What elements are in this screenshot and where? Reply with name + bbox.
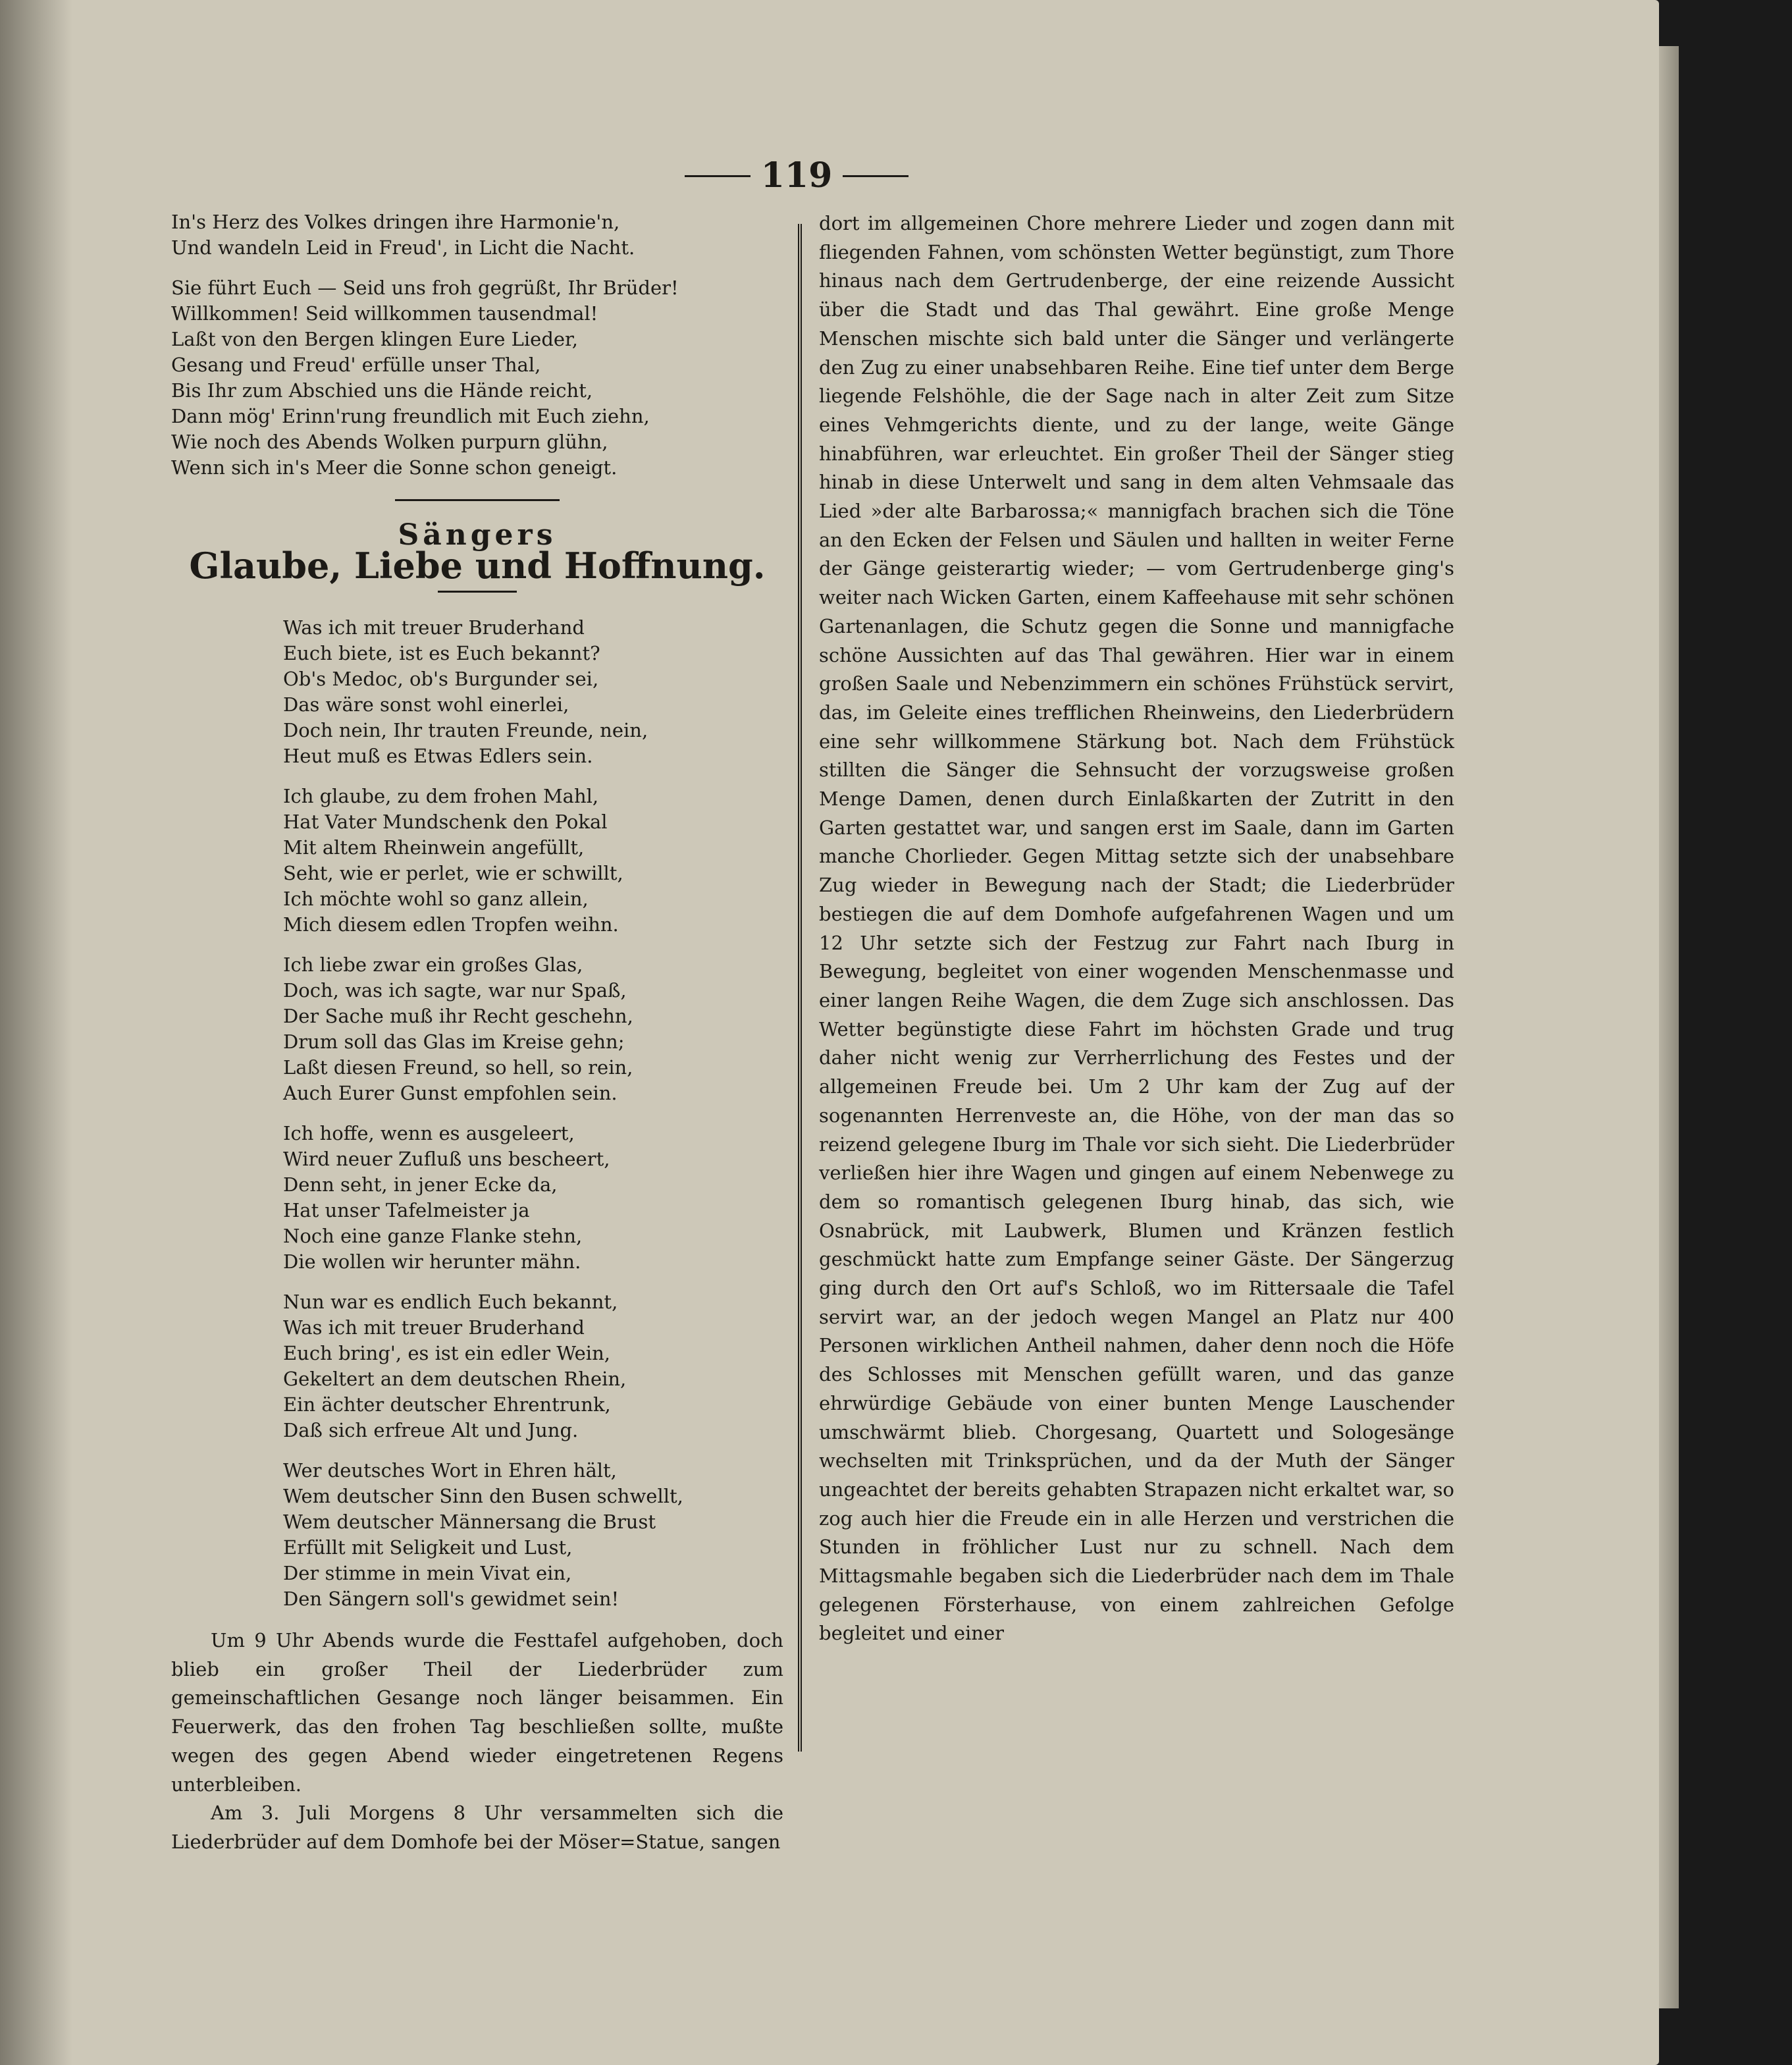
page-edge [1659, 46, 1679, 2008]
poem-line: Mit altem Rheinwein angefüllt, [283, 836, 585, 859]
poem-line: Drum soll das Glas im Kreise gehn; [283, 1031, 625, 1053]
poem-line: Willkommen! Seid willkommen tausendmal! [171, 302, 598, 325]
poem-line: Denn seht, in jener Ecke da, [283, 1173, 558, 1196]
poem-line: Was ich mit treuer Bruderhand [283, 616, 585, 639]
poem-line: Laßt diesen Freund, so hell, so rein, [283, 1056, 633, 1079]
poem-line: Doch, was ich sagte, war nur Spaß, [283, 979, 627, 1002]
page-header [678, 155, 915, 195]
prose-paragraph: Am 3. Juli Morgens 8 Uhr versammelten sich die Liederbrüder auf dem Domhofe bei der Möser=Statue, sangen [171, 1802, 783, 1853]
poem-line: Seht, wie er perlet, wie er schwillt, [283, 862, 623, 884]
poem-line: Ich hoffe, wenn es ausgeleert, [283, 1122, 575, 1144]
poem-line: Euch bring', es ist ein edler Wein, [283, 1342, 610, 1364]
poem-line: Nun war es endlich Euch bekannt, [283, 1291, 618, 1313]
poem-line: Das wäre sonst wohl einerlei, [283, 693, 569, 716]
poem-line: Hat unser Tafelmeister ja [283, 1199, 530, 1221]
left-column [171, 209, 783, 1857]
poem-line: Wie noch des Abends Wolken purpurn glühn, [171, 431, 608, 453]
left-prose [171, 1626, 783, 1857]
stanza [283, 784, 783, 938]
poem-line: Ob's Medoc, ob's Burgunder sei, [283, 668, 599, 690]
right-column: dort im allgemeinen Chore mehrere Lieder und zogen dann mit fliegenden Fahnen, vom schönsten Wetter begünstigt, zum Thore hinaus nach dem Gertrudenberge, der eine reizende Aussicht über die Stadt und das Thal gewährt. Eine große Menge Menschen mischte sich bald unter die Sänger und verlängerte den Zug zu einer unabsehbaren Reihe. Eine tief unter dem Berge liegende Felshöhle, die der Sage nach in alter Zeit zum Sitze eines Vehmgerichts diente, und zu der lange, weite Gänge hinabführen, war erleuchtet. Ein großer Theil der Sänger stieg hinab in diese Unterwelt und sang in dem alten Vehmsaale das Lied »der alte Barbarossa;« mannigfach brachen sich die Töne an den Ecken der Felsen und Säulen und hallten in weiter Ferne der Gänge geisterartig wieder; — vom Gertrudenberge ging's weiter nach Wicken Garten, einem Kaffeehause mit sehr schönen Gartenanlagen, die Schutz gegen die Sonne und mannigfache schöne Aussichten auf das Thal gewähren. Hier war in einem großen Saale und Nebenzimmern ein schönes Frühstück servirt, das, im Geleite eines trefflichen Rheinweins, den Liederbrüdern eine sehr willkommene Stärkung bot. Nach dem Frühstück stillten die Sänger die Sehnsucht der vorzugsweise großen Menge Damen, denen durch Einlaßkarten der Zutritt in den Garten gestattet war, und sangen erst im Saale, dann im Garten manche Chorlieder. Gegen Mittag setzte sich der unabsehbare Zug wieder in Bewegung nach der Stadt; die Liederbrüder bestiegen die auf dem Domhofe aufgefahrenen Wagen und um 12 Uhr setzte sich der Festzug zur Fahrt nach Iburg in Bewegung, begleitet von einer wogenden Menschenmasse und einer langen Reihe Wagen, die dem Zuge sich anschlossen. Das Wetter begünstigte diese Fahrt im höchsten Grade und trug daher nicht wenig zur Verrherrlichung des Festes und der allgemeinen Freude bei. Um 2 Uhr kam der Zug auf der sogenannten Herrenveste an, die Höhe, von der man das so reizend gelegene Iburg im Thale vor sich sieht. Die Liederbrüder verließen hier ihre Wagen und gingen auf einem Nebenwege zu dem so romantisch gelegenen Iburg hinab, das sich, wie Osnabrück, mit Laubwerk, Blumen und Kränzen festlich geschmückt hatte zum Empfange seiner Gäste. Der Sängerzug ging durch den Ort auf's Schloß, wo im Rittersaale die Tafel servirt war, an der jedoch wegen Mangel an Platz nur 400 Personen wirklichen Antheil nahmen, daher denn noch die Höfe des Schlosses mit Menschen gefüllt waren, und das ganze ehrwürdige Gebäude von einer bunten Menge Lauschender umschwärmt blieb. Chorgesang, Quartett und Sologesänge wechselten mit Trinksprüchen, und da der Muth der Sänger ungeachtet der bereits gehabten Strapazen nicht erkaltet war, so zog auch hier die Freude ein in alle Herzen und verstrichen die Stunden in fröhlicher Lust nur zu schnell. Nach dem Mittagsmahle begaben sich die Liederbrüder nach dem im Thale gelegenen Försterhause, von einem zahlreichen Gefolge begleitet und einer [819, 212, 1454, 1645]
poem-line: Ein ächter deutscher Ehrentrunk, [283, 1393, 611, 1416]
section-separator [395, 499, 560, 501]
poem-line: Doch nein, Ihr trauten Freunde, nein, [283, 719, 648, 741]
poem-line: Wird neuer Zufluß uns bescheert, [283, 1148, 610, 1170]
header-rule-right [843, 175, 909, 177]
poem-line: Wem deutscher Männersang die Brust [283, 1511, 656, 1533]
poem-line: Den Sängern soll's gewidmet sein! [283, 1588, 619, 1610]
stanza [283, 615, 783, 769]
stanza [283, 1458, 783, 1612]
poem-line: Gekeltert an dem deutschen Rhein, [283, 1368, 627, 1390]
gutter-shadow [0, 0, 72, 2065]
poem-line: Auch Eurer Gunst empfohlen sein. [283, 1082, 618, 1104]
poem-line: Noch eine ganze Flanke stehn, [283, 1225, 583, 1247]
poem-line: Laßt von den Bergen klingen Eure Lieder, [171, 328, 578, 350]
poem-line: Erfüllt mit Seligkeit und Lust, [283, 1536, 573, 1559]
poem-line: Gesang und Freud' erfülle unser Thal, [171, 354, 541, 376]
poem-line: Wer deutsches Wort in Ehren hält, [283, 1459, 617, 1482]
poem-fragment-1 [171, 209, 783, 261]
poem-line: Wem deutscher Sinn den Busen schwellt, [283, 1485, 683, 1507]
poem-line: Ich liebe zwar ein großes Glas, [283, 953, 583, 976]
poem-line: Was ich mit treuer Bruderhand [283, 1316, 585, 1339]
stanza [283, 952, 783, 1106]
stanza [283, 1289, 783, 1443]
poem-line: Mich diesem edlen Tropfen weihn. [283, 913, 619, 936]
poem-title-line2: Glaube, Liebe und Hoffnung. [189, 545, 766, 587]
poem-line: Hat Vater Mundschenk den Pokal [283, 811, 608, 833]
poem-line: Ich glaube, zu dem frohen Mahl, [283, 785, 599, 807]
poem-line: Bis Ihr zum Abschied uns die Hände reicht, [171, 379, 593, 402]
poem-line: Und wandeln Leid in Freud', in Licht die Nacht. [171, 236, 635, 259]
column-divider [798, 224, 802, 1752]
page-number: 119 [760, 155, 833, 196]
poem-line: Ich möchte wohl so ganz allein, [283, 888, 589, 910]
poem-line: Daß sich erfreue Alt und Jung. [283, 1419, 579, 1441]
poem-fragment-2 [171, 275, 783, 481]
poem-body [283, 615, 783, 1612]
poem-line: Euch biete, ist es Euch bekannt? [283, 642, 600, 664]
header-rule-left [685, 175, 751, 177]
stanza [283, 1121, 783, 1275]
poem-line: Sie führt Euch — Seid uns froh gegrüßt, Ihr Brüder! [171, 277, 679, 299]
prose-paragraph: Um 9 Uhr Abends wurde die Festtafel aufgehoben, doch blieb ein großer Theil der Liederbrüder zum gemeinschaftlichen Gesange noch länger beisammen. Ein Feuerwerk, das den frohen Tag beschließen sollte, mußte wegen des gegen Abend wieder eingetretenen Regens unterbleiben. [171, 1629, 783, 1796]
poem-line: Dann mög' Erinn'rung freundlich mit Euch ziehn, [171, 405, 650, 427]
poem-title-line1: Sängers [398, 518, 557, 552]
poem-line: Wenn sich in's Meer die Sonne schon geneigt. [171, 456, 618, 479]
poem-line: Heut muß es Etwas Edlers sein. [283, 745, 593, 767]
title-rule [438, 591, 517, 593]
poem-line: In's Herz des Volkes dringen ihre Harmonie'n, [171, 211, 620, 233]
poem-line: Die wollen wir herunter mähn. [283, 1250, 581, 1273]
poem-line: Der stimme in mein Vivat ein, [283, 1562, 572, 1584]
poem-line: Der Sache muß ihr Recht geschehn, [283, 1005, 633, 1027]
